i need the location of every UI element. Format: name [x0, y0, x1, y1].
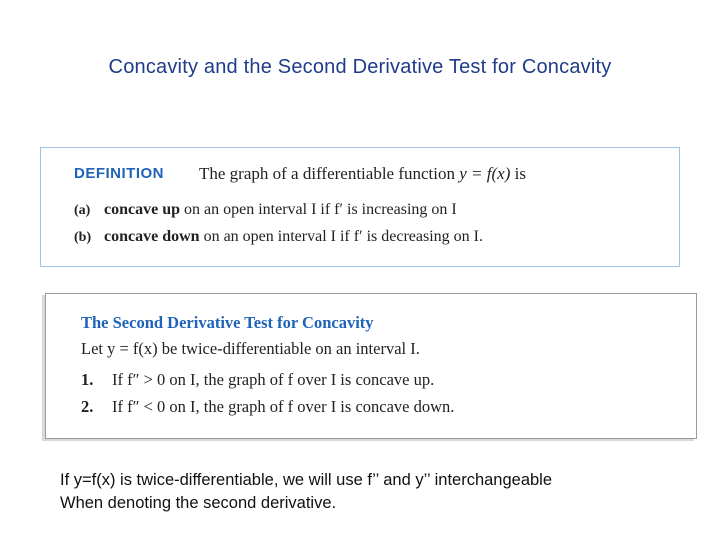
note-text [60, 469, 700, 515]
test-item-number: 2. [81, 397, 94, 416]
definition-label: DEFINITION [74, 165, 164, 182]
definition-intro [199, 164, 526, 184]
definition-item-marker: (b) [74, 230, 92, 245]
note-line-2: When denoting the second derivative. [60, 494, 337, 512]
test-item-number: 1. [81, 370, 94, 389]
test-item-text: If f″ > 0 on I, the graph of f over I is concave up. [112, 370, 435, 389]
definition-item-a [74, 201, 457, 219]
test-item-text: If f″ < 0 on I, the graph of f over I is concave down. [112, 397, 455, 416]
second-derivative-test-box [45, 293, 697, 439]
definition-item-text: on an open interval I if f′ is decreasing on I. [203, 228, 483, 245]
test-item-1 [81, 370, 434, 390]
definition-item-term: concave up [104, 201, 180, 218]
definition-item-text: on an open interval I if f′ is increasing on I [184, 201, 457, 218]
definition-intro-text: The graph of a differentiable function [199, 164, 455, 183]
definition-intro-end: is [514, 164, 526, 183]
definition-item-term: concave down [104, 228, 200, 245]
test-title: The Second Derivative Test for Concavity [81, 313, 374, 332]
test-item-2 [81, 397, 454, 417]
definition-box [40, 147, 680, 267]
definition-item-b [74, 228, 483, 246]
test-let-line: Let y = f(x) be twice-differentiable on an interval I. [81, 339, 420, 358]
definition-item-marker: (a) [74, 203, 91, 218]
note-line-1: If y=f(x) is twice-differentiable, we will use f’’ and y’’ interchangeable [60, 471, 553, 489]
definition-intro-math: y = f(x) [459, 164, 511, 183]
slide-title: Concavity and the Second Derivative Test for Concavity [108, 56, 612, 78]
